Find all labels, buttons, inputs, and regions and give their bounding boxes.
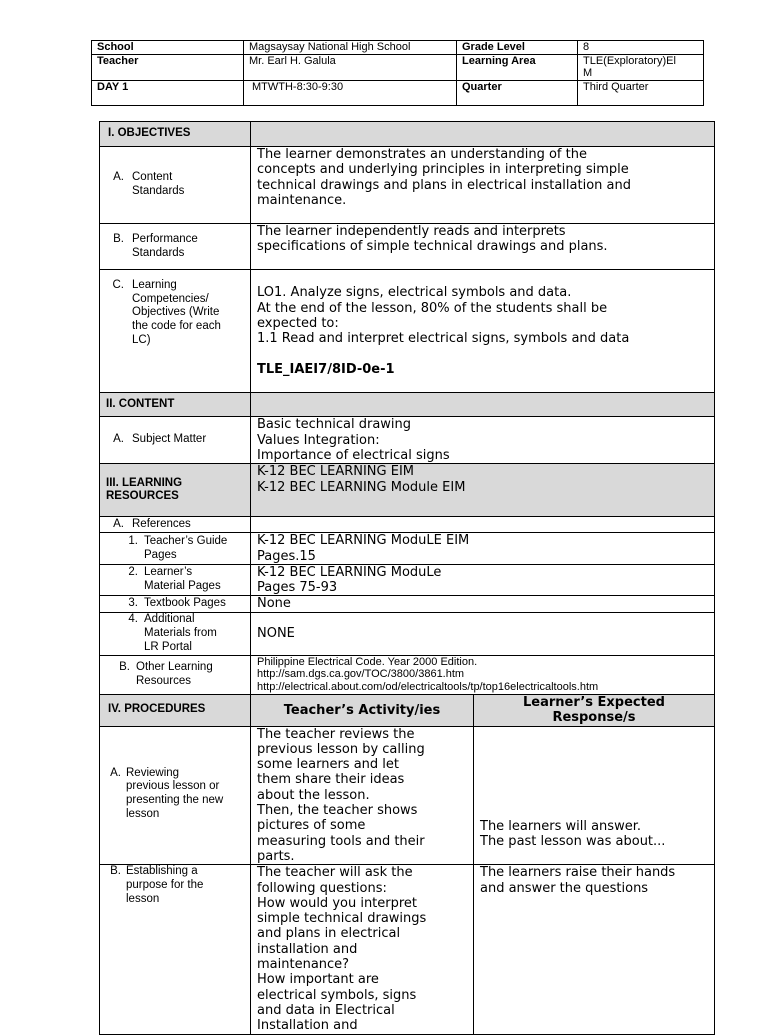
teachers-guide-text: K-12 BEC LEARNING ModuLE EIM Pages.15 [251, 533, 715, 565]
other-resources-label: B. Other Learning Resources [119, 660, 213, 687]
learning-area-value: TLE(Exploratory)El M [578, 55, 704, 81]
lesson-plan-table [99, 121, 715, 1035]
competencies-row [100, 270, 715, 393]
school-label: School [92, 41, 244, 55]
performance-standards-label: B. Performance Standards [113, 232, 198, 259]
textbook-text: None [251, 596, 715, 612]
procedure-row [100, 865, 715, 1035]
teacher-label: Teacher [92, 55, 244, 81]
grade-level-label: Grade Level [457, 41, 578, 55]
additional-materials-label: 4. Additional Materials from LR Portal [128, 613, 217, 653]
content-standards-text: The learner demonstrates an understanding of the concepts and underlying principles in interpreting simple technical drawings and plans in electrical installation and maintenance. [251, 147, 715, 224]
other-resources-text: Philippine Electrical Code. Year 2000 Edition. http://sam.dgs.ca.gov/TOC/3800/3861.htm http://electrical.about.com/od/electricaltools/tp/top16electricaltools.htm [251, 655, 715, 694]
learners-material-row [100, 564, 715, 596]
textbook-label: 3. Textbook Pages [128, 597, 226, 610]
teacher-activity-text: The teacher will ask the following questions: How would you interpret simple technical drawings and plans in electrical installation and maintenance? How important are electrical symbols, signs and data in Electrical Installation and [251, 865, 474, 1035]
procedure-label: B. Establishing a purpose for the lesson [110, 865, 204, 905]
procedures-header-row [100, 694, 715, 726]
grade-level-value: 8 [578, 41, 704, 55]
subject-matter-text: Basic technical drawing Values Integration: Importance of electrical signs [251, 417, 715, 464]
additional-materials-row [100, 612, 715, 655]
learning-area-label: Learning Area [457, 55, 578, 81]
procedure-row [100, 726, 715, 865]
learner-response-text: The learners will answer. The past lesson was about... [474, 726, 715, 865]
quarter-label: Quarter [457, 81, 578, 106]
references-label: A. References [113, 517, 191, 530]
procedures-heading: IV. PROCEDURES [100, 694, 251, 726]
quarter-value: Third Quarter [578, 81, 704, 106]
teacher-activity-text: The teacher reviews the previous lesson by calling some learners and let them share their ideas about the lesson. Then, the teacher shows pictures of some measuring tools and their parts. [251, 726, 474, 865]
school-value: Magsaysay National High School [244, 41, 457, 55]
subject-matter-label: A. Subject Matter [113, 433, 207, 446]
objectives-row [100, 122, 715, 147]
day-label: DAY 1 [92, 81, 244, 106]
additional-materials-text: NONE [251, 612, 715, 655]
subject-matter-row [100, 417, 715, 464]
competencies-label: C. Learning Competencies/ Objectives (Write the code for each LC) [112, 279, 221, 346]
teachers-guide-row [100, 533, 715, 565]
lesson-header-table [91, 40, 704, 106]
learning-resources-value: K-12 BEC LEARNING EIM K-12 BEC LEARNING Module EIM [251, 464, 715, 517]
content-standards-row [100, 147, 715, 224]
references-row [100, 517, 715, 533]
learners-material-text: K-12 BEC LEARNING ModuLe Pages 75-93 [251, 564, 715, 596]
teacher-value: Mr. Earl H. Galula [244, 55, 457, 81]
objectives-heading: I. OBJECTIVES [100, 122, 251, 147]
performance-standards-text: The learner independently reads and interprets specifications of simple technical drawings and plans. [251, 224, 715, 270]
procedure-label: A. Reviewing previous lesson or presenting the new lesson [110, 766, 224, 820]
day-value: MTWTH-8:30-9:30 [244, 81, 457, 106]
learning-resources-row [100, 464, 715, 517]
textbook-row [100, 596, 715, 612]
learning-resources-heading: III. LEARNING RESOURCES [106, 477, 183, 503]
competencies-text: LO1. Analyze signs, electrical symbols and data. At the end of the lesson, 80% of the students shall be expected to: 1.1 Read and interpret electrical signs, symbols and data [257, 285, 630, 347]
learners-material-label: 2. Learner’s Material Pages [128, 566, 221, 593]
learner-response-header: Learner’s Expected Response/s [474, 694, 715, 726]
teachers-guide-label: 1. Teacher’s Guide Pages [128, 534, 228, 561]
teacher-activity-header: Teacher’s Activity/ies [251, 694, 474, 726]
content-standards-label: A. Content Standards [113, 171, 185, 197]
learner-response-text: The learners raise their hands and answer the questions [474, 865, 715, 1035]
content-row [100, 393, 715, 417]
other-resources-row [100, 655, 715, 694]
performance-standards-row [100, 224, 715, 270]
competency-code: TLE_IAEI7/8ID-0e-1 [257, 361, 395, 377]
content-heading: II. CONTENT [100, 393, 251, 417]
